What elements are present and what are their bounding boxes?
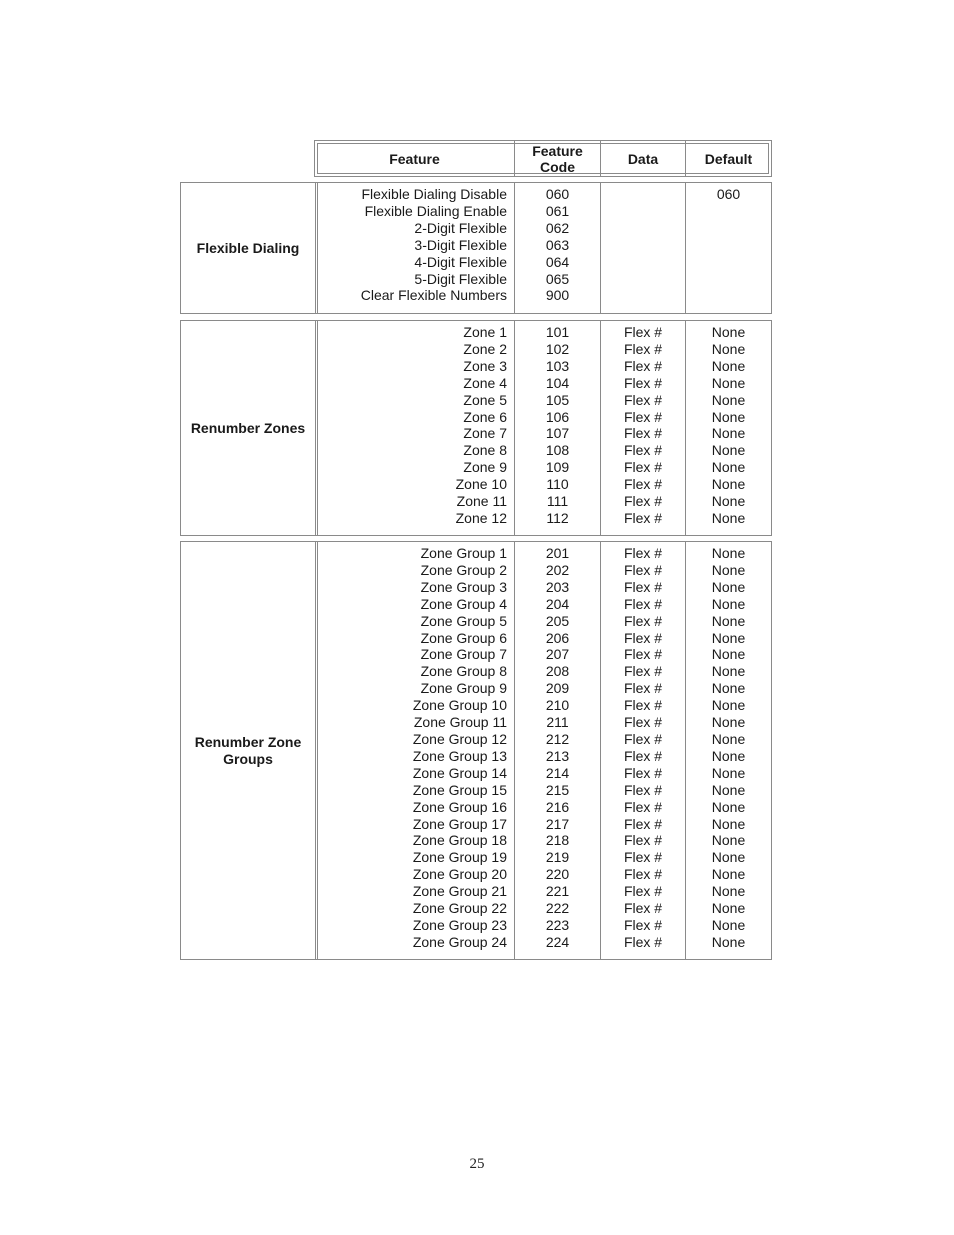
default-cell [686, 203, 771, 220]
default-cell: None [711, 374, 746, 391]
default-column [685, 183, 771, 313]
header-feature-code: Feature Code [514, 141, 600, 176]
data-column [600, 183, 685, 313]
table-header [314, 140, 772, 177]
feature-code-cell: 218 [545, 832, 570, 849]
data-cell: Flex # [623, 509, 663, 526]
data-cell: Flex # [623, 391, 663, 408]
data-cell: Flex # [623, 764, 663, 781]
feature-cell: Zone 5 [463, 391, 507, 408]
page-number: 25 [469, 1156, 485, 1172]
default-cell [686, 287, 771, 304]
section-3 [180, 541, 772, 960]
data-cell [601, 271, 685, 288]
feature-code-cell: 204 [545, 595, 570, 612]
feature-column [315, 542, 514, 959]
default-cell: None [711, 545, 746, 561]
default-cell: None [711, 764, 746, 781]
feature-code-cell: 104 [545, 374, 570, 391]
feature-code-cell: 900 [545, 287, 570, 304]
default-cell: None [711, 916, 746, 933]
data-cell: Flex # [623, 545, 663, 561]
feature-cell: Zone Group 21 [412, 883, 507, 900]
feature-cell: Zone Group 22 [412, 900, 507, 917]
data-cell: Flex # [623, 933, 663, 950]
data-cell [601, 254, 685, 271]
feature-code-cell: 112 [546, 509, 569, 526]
data-cell [601, 287, 685, 304]
section-title: Flexible Dialing [196, 239, 300, 256]
data-cell: Flex # [623, 781, 663, 798]
feature-cell: Zone Group 13 [412, 747, 507, 764]
feature-code-cell: 222 [545, 900, 570, 917]
data-cell: Flex # [623, 900, 663, 917]
feature-code-cell: 064 [545, 253, 570, 270]
data-cell: Flex # [623, 612, 663, 629]
default-cell: None [711, 408, 746, 425]
default-cell: None [711, 798, 746, 815]
data-cell: Flex # [623, 578, 663, 595]
feature-cell: Zone 12 [455, 509, 507, 526]
feature-code-cell: 209 [545, 680, 570, 697]
feature-cell: 4-Digit Flexible [414, 253, 507, 270]
feature-code-cell: 205 [545, 612, 570, 629]
feature-code-cell: 212 [545, 730, 570, 747]
feature-cell: Zone Group 4 [420, 595, 507, 612]
feature-cell: Zone Group 24 [412, 933, 507, 950]
feature-cell: Zone Group 7 [420, 646, 507, 663]
feature-code-cell: 111 [546, 493, 569, 510]
data-cell: Flex # [623, 714, 663, 731]
data-cell: Flex # [623, 916, 663, 933]
feature-cell: Clear Flexible Numbers [360, 287, 507, 304]
default-cell: None [711, 493, 746, 510]
feature-code-cell: 219 [545, 849, 570, 866]
default-cell: None [711, 612, 746, 629]
feature-code-cell: 101 [545, 324, 570, 340]
feature-cell: Zone Group 23 [412, 916, 507, 933]
default-cell: None [711, 815, 746, 832]
feature-code-column [514, 183, 600, 313]
feature-cell: Zone 10 [455, 476, 507, 493]
data-cell: Flex # [623, 425, 663, 442]
feature-cell: 2-Digit Flexible [414, 219, 507, 236]
data-cell: Flex # [623, 866, 663, 883]
default-cell: None [711, 866, 746, 883]
feature-cell: Zone Group 14 [412, 764, 507, 781]
feature-code-column [514, 542, 600, 959]
default-cell: None [711, 832, 746, 849]
feature-cell: Zone Group 20 [412, 866, 507, 883]
feature-code-cell: 210 [545, 697, 570, 714]
data-cell: Flex # [623, 340, 663, 357]
default-cell: None [711, 425, 746, 442]
feature-cell: Zone 11 [456, 493, 507, 510]
default-column [685, 542, 771, 959]
default-cell: None [711, 697, 746, 714]
default-cell [686, 271, 771, 288]
feature-cell: Zone 1 [463, 324, 507, 340]
feature-code-cell: 106 [545, 408, 570, 425]
default-cell [686, 237, 771, 254]
feature-code-cell: 223 [545, 916, 570, 933]
feature-code-cell: 108 [545, 442, 570, 459]
feature-cell: Flexible Dialing Enable [364, 202, 507, 219]
feature-cell: 5-Digit Flexible [414, 270, 507, 287]
data-cell: Flex # [623, 663, 663, 680]
feature-cell: Zone Group 12 [412, 730, 507, 747]
feature-code-cell: 207 [545, 646, 570, 663]
section-2 [180, 320, 772, 536]
default-cell [686, 220, 771, 237]
data-cell: Flex # [623, 493, 663, 510]
feature-cell: Zone Group 6 [420, 629, 507, 646]
data-cell: Flex # [623, 374, 663, 391]
default-cell: None [711, 357, 746, 374]
feature-code-cell: 063 [545, 236, 570, 253]
feature-cell: Zone Group 15 [412, 781, 507, 798]
data-cell: Flex # [623, 680, 663, 697]
default-cell: None [711, 324, 746, 340]
default-cell: None [711, 849, 746, 866]
feature-cell: Zone Group 5 [420, 612, 507, 629]
feature-code-cell: 215 [545, 781, 570, 798]
feature-code-cell: 217 [545, 815, 570, 832]
default-cell: None [711, 781, 746, 798]
feature-cell: Zone 8 [463, 442, 507, 459]
feature-cell: Zone Group 3 [420, 578, 507, 595]
header-data: Data [600, 141, 685, 176]
data-cell: Flex # [623, 646, 663, 663]
data-cell: Flex # [623, 697, 663, 714]
data-cell [601, 220, 685, 237]
feature-code-cell: 105 [545, 391, 570, 408]
feature-cell: Flexible Dialing Disable [361, 186, 507, 202]
default-cell: None [711, 629, 746, 646]
default-cell: None [711, 747, 746, 764]
feature-code-cell: 224 [545, 933, 570, 950]
default-cell: None [711, 509, 746, 526]
default-cell: None [711, 595, 746, 612]
feature-cell: Zone Group 10 [412, 697, 507, 714]
feature-code-cell: 103 [545, 357, 570, 374]
feature-code-cell: 061 [545, 202, 570, 219]
feature-code-cell: 201 [545, 545, 570, 561]
default-cell: None [711, 730, 746, 747]
feature-cell: Zone Group 8 [420, 663, 507, 680]
feature-code-cell: 102 [545, 340, 570, 357]
feature-code-cell: 214 [545, 764, 570, 781]
default-cell: 060 [716, 186, 741, 202]
default-cell: None [711, 663, 746, 680]
data-cell: Flex # [623, 561, 663, 578]
default-cell: None [711, 442, 746, 459]
feature-code-cell: 062 [545, 219, 570, 236]
default-cell: None [711, 578, 746, 595]
feature-cell: Zone Group 19 [412, 849, 507, 866]
data-cell [601, 237, 685, 254]
data-cell: Flex # [623, 476, 663, 493]
data-column [600, 542, 685, 959]
default-cell: None [711, 476, 746, 493]
default-cell: None [711, 391, 746, 408]
feature-cell: Zone Group 9 [420, 680, 507, 697]
data-cell: Flex # [623, 595, 663, 612]
section-title: Renumber Zones [190, 419, 306, 436]
feature-code-cell: 208 [545, 663, 570, 680]
data-cell: Flex # [623, 730, 663, 747]
feature-code-cell: 213 [545, 747, 570, 764]
feature-column [315, 321, 514, 535]
feature-cell: Zone 7 [463, 425, 507, 442]
feature-cell: Zone Group 2 [420, 561, 507, 578]
data-cell: Flex # [623, 357, 663, 374]
data-cell: Flex # [623, 459, 663, 476]
data-cell: Flex # [623, 629, 663, 646]
feature-cell: Zone Group 11 [413, 714, 507, 731]
feature-cell: Zone 2 [463, 340, 507, 357]
default-cell: None [711, 646, 746, 663]
data-cell: Flex # [623, 832, 663, 849]
feature-cell: Zone Group 1 [420, 545, 507, 561]
feature-column [315, 183, 514, 313]
data-column [600, 321, 685, 535]
data-cell: Flex # [623, 442, 663, 459]
feature-cell: Zone Group 18 [412, 832, 507, 849]
feature-cell: 3-Digit Flexible [414, 236, 507, 253]
feature-cell: Zone Group 17 [412, 815, 507, 832]
data-cell: Flex # [623, 849, 663, 866]
feature-cell: Zone 4 [463, 374, 507, 391]
feature-code-cell: 107 [545, 425, 570, 442]
default-cell: None [711, 459, 746, 476]
data-cell [601, 203, 685, 220]
data-cell: Flex # [623, 883, 663, 900]
section-title: Renumber Zone Groups [194, 733, 302, 767]
default-cell: None [711, 933, 746, 950]
feature-code-cell: 211 [546, 714, 569, 731]
section-1 [180, 182, 772, 314]
feature-code-cell: 221 [545, 883, 570, 900]
default-cell: None [711, 680, 746, 697]
feature-code-cell: 216 [545, 798, 570, 815]
default-cell: None [711, 340, 746, 357]
feature-cell: Zone 6 [463, 408, 507, 425]
feature-code-cell: 202 [545, 561, 570, 578]
feature-code-column [514, 321, 600, 535]
feature-code-cell: 220 [545, 866, 570, 883]
default-cell: None [711, 883, 746, 900]
data-cell: Flex # [623, 408, 663, 425]
feature-cell: Zone Group 16 [412, 798, 507, 815]
default-cell: None [711, 714, 746, 731]
data-cell: Flex # [623, 324, 663, 340]
feature-code-cell: 203 [545, 578, 570, 595]
feature-code-cell: 065 [545, 270, 570, 287]
feature-code-cell: 110 [546, 476, 569, 493]
default-cell: None [711, 561, 746, 578]
default-cell [686, 254, 771, 271]
default-column [685, 321, 771, 535]
data-cell: Flex # [623, 815, 663, 832]
feature-code-cell: 206 [545, 629, 570, 646]
feature-cell: Zone 9 [463, 459, 507, 476]
feature-code-cell: 109 [545, 459, 570, 476]
data-cell: Flex # [623, 747, 663, 764]
feature-code-cell: 060 [545, 186, 570, 202]
data-cell: Flex # [623, 798, 663, 815]
header-feature: Feature [389, 150, 440, 167]
feature-cell: Zone 3 [463, 357, 507, 374]
data-cell [601, 186, 685, 203]
default-cell: None [711, 900, 746, 917]
header-default: Default [685, 141, 771, 176]
